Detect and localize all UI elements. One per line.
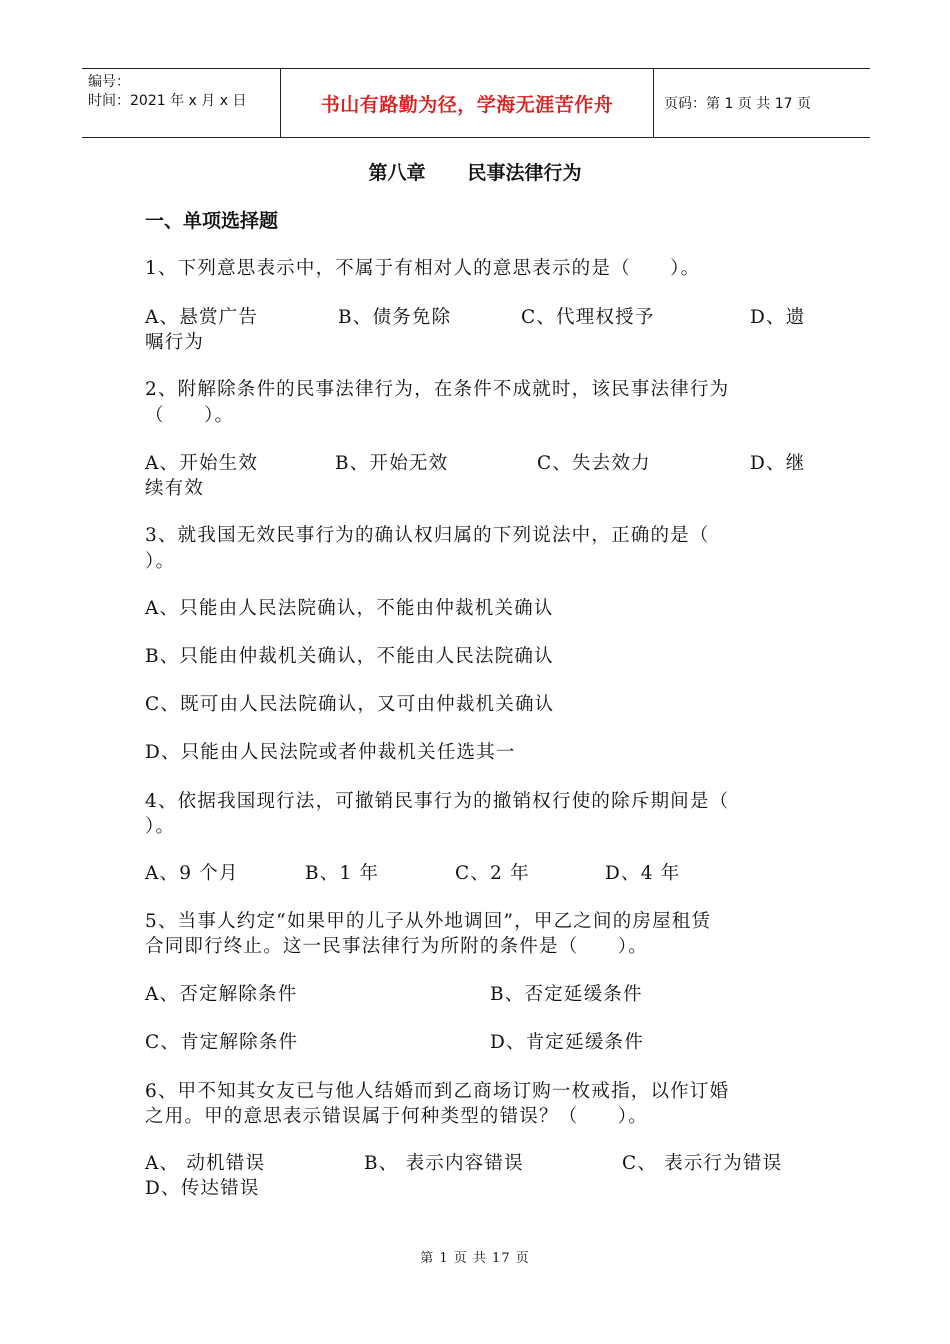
chapter-title bbox=[0, 158, 950, 185]
header-page-info: 页码：第 1 页 共 17 页 bbox=[664, 96, 811, 112]
q6-stem-line1: 6、甲不知其女友已与他人结婚而到乙商场订购一枚戒指，以作订婚 bbox=[145, 1081, 730, 1102]
q2-option-d: D、继 bbox=[750, 453, 806, 474]
q2-option-d-cont: 续有效 bbox=[145, 478, 205, 499]
q2-stem-line2: （ ）。 bbox=[145, 405, 235, 426]
q4-option-a: A、9 个月 bbox=[145, 863, 239, 884]
q4-option-b: B、1 年 bbox=[305, 863, 380, 884]
doc-date: 时间：2021 年 x 月 x 日 bbox=[88, 93, 247, 109]
q1-option-a: A、悬赏广告 bbox=[145, 307, 259, 328]
q4-stem-line2: ）。 bbox=[145, 816, 176, 837]
header-meta bbox=[82, 69, 281, 137]
q2-stem-line1: 2、附解除条件的民事法律行为，在条件不成就时，该民事法律行为 bbox=[145, 379, 730, 400]
q1-option-c: C、代理权授予 bbox=[521, 307, 655, 328]
q3-option-b: B、只能由仲裁机关确认，不能由人民法院确认 bbox=[145, 646, 554, 667]
q5-option-c: C、肯定解除条件 bbox=[145, 1032, 299, 1053]
q3-stem-line2: ）。 bbox=[145, 551, 176, 572]
q5-option-b: B、否定延缓条件 bbox=[490, 984, 643, 1005]
q4-option-d: D、4 年 bbox=[605, 863, 681, 884]
q3-option-d: D、只能由人民法院或者仲裁机关任选其一 bbox=[145, 742, 516, 763]
q5-stem-line2: 合同即行终止。这一民事法律行为所附的条件是（ ）。 bbox=[145, 936, 648, 957]
q2-option-b: B、开始无效 bbox=[335, 453, 449, 474]
q3-option-a: A、只能由人民法院确认，不能由仲裁机关确认 bbox=[145, 598, 554, 619]
q5-option-d: D、肯定延缓条件 bbox=[490, 1032, 644, 1053]
q2-option-c: C、失去效力 bbox=[537, 453, 651, 474]
q5-stem-line1: 5、当事人约定“如果甲的儿子从外地调回”，甲乙之间的房屋租赁 bbox=[145, 911, 712, 932]
header-motto: 书山有路勤为径，学海无涯苦作舟 bbox=[281, 69, 654, 137]
q1-option-d-cont: 嘱行为 bbox=[145, 332, 205, 353]
q4-stem-line1: 4、依据我国现行法，可撤销民事行为的撤销权行使的除斥期间是（ bbox=[145, 791, 730, 812]
q1-stem: 1、下列意思表示中，不属于有相对人的意思表示的是（ ）。 bbox=[145, 258, 701, 279]
q6-option-a: A、 动机错误 bbox=[145, 1153, 266, 1174]
q6-stem-line2: 之用。甲的意思表示错误属于何种类型的错误？（ ）。 bbox=[145, 1106, 648, 1127]
q3-stem-line1: 3、就我国无效民事行为的确认权归属的下列说法中，正确的是（ bbox=[145, 525, 710, 546]
chapter-name: 民事法律行为 bbox=[467, 162, 582, 184]
header-table bbox=[82, 68, 870, 138]
chapter-number: 第八章 bbox=[368, 162, 426, 184]
q1-option-d: D、遗 bbox=[750, 307, 806, 328]
q5-option-a: A、否定解除条件 bbox=[145, 984, 298, 1005]
q6-option-d: D、传达错误 bbox=[145, 1178, 260, 1199]
q3-option-c: C、既可由人民法院确认，又可由仲裁机关确认 bbox=[145, 694, 555, 715]
q1-option-b: B、债务免除 bbox=[338, 307, 452, 328]
q6-option-c: C、 表示行为错误 bbox=[622, 1153, 783, 1174]
q4-option-c: C、2 年 bbox=[455, 863, 530, 884]
doc-number-label: 编号： bbox=[88, 74, 130, 90]
section-heading: 一、单项选择题 bbox=[145, 210, 279, 232]
page-footer: 第 1 页 共 17 页 bbox=[420, 1251, 530, 1266]
q2-option-a: A、开始生效 bbox=[145, 453, 259, 474]
q6-option-b: B、 表示内容错误 bbox=[364, 1153, 524, 1174]
